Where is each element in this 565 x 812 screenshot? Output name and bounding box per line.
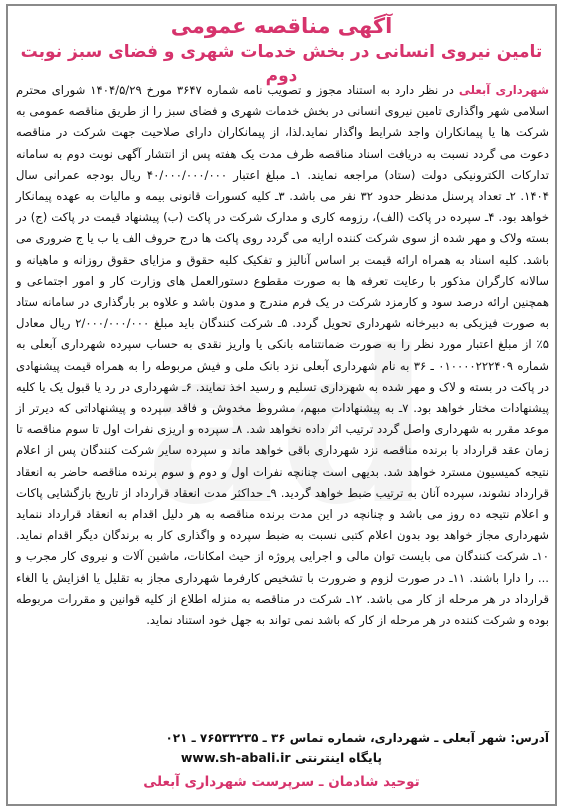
signature: توحید شادمان ـ سرپرست شهرداری آبعلی	[143, 774, 420, 790]
municipality-name: شهرداری آبعلی	[458, 83, 549, 97]
website-line	[8, 748, 555, 768]
notice-body	[16, 80, 549, 631]
notice-body-text: در نظر دارد به استناد مجوز و تصویب نامه شماره ۳۶۴۷ مورخ ۱۴۰۴/۵/۲۹ شورای محترم اسلامی شهر واگذاری تامین نیروی انسانی در بخش خدمات شهری و فضای سبز را از طریق مناقصه عمومی به شرکت ها یا پیمانکاران واجد شرایط واگذار نماید.لذا، از پیمانکاران دارای صلاحیت جهت شرکت در مناقصه دعوت می گردد نسبت به دریافت اسناد مناقصه ظرف مدت یک هفته پس از انتشار آگهی نوبت دوم به سامانه تدارکات الکترونیکی دولت (ستاد) مراجعه نمایند. ۱ـ مبلغ اعتبار ۴۰/۰۰۰/۰۰۰/۰۰۰ ریال بودجه عمرانی سال ۱۴۰۴. ۲ـ تعداد پرسنل مدنظر حدود ۳۲ نفر می باشد. ۳ـ کلیه کسورات قانونی بیمه و مالیات به عهده پیمانکار خواهد بود. ۴ـ سپرده در پاکت (الف)، رزومه کاری و مدارک شرکت در پاکت (ب) پیشنهاد قیمت در پاکت (ج) در بسته ولاک و مهر شده از سوی شرکت کننده ارایه می گردد روی پاکت ها درج حروف الف یا ب یا ج ضروری می باشد. کلیه اسناد به همراه ارائه قیمت بر اساس آنالیز و تفکیک کلیه حقوق و مزایای حقوق روزانه و ماهیانه و سالانه کارگران مذکور با رعایت تعرفه ها به صورت مقطوع دستورالعمل های وزارت کار و امور اجتماعی و همچنین ارائه درصد سود و کارمزد شرکت در یک فرم مندرج و مدون باشد و علاوه بر بارگذاری در سامانه ستاد به صورت فیزیکی به دبیرخانه شهرداری تحویل گردد. ۵ـ شرکت کنندگان باید مبلغ ۲/۰۰۰/۰۰۰/۰۰۰ ریال معادل ۵٪ از مبلغ اعتبار مورد نظر را به صورت ضمانتنامه بانکی یا واریز نقدی به حساب سپرده شهرداری آبعلی به شماره ۰۱۰۰۰۰۲۲۲۴۰۹ ـ ۳۶ به نام شهرداری آبعلی نزد بانک ملی و فیش مربوطه را به همراه قیمت پیشنهادی در پاکت در بسته و لاک و مهر شده به شهرداری تسلیم و رسید اخذ نمایند. ۶ـ شهرداری در رد یا قبول یک یا کلیه پیشنهادات مختار خواهد بود. ۷ـ به پیشنهادات مبهم، مشروط مخدوش و فاقد سپرده و پیشنهاداتی که دیرتر از موعد مقرر به شهرداری واصل گردد ترتیب اثر داده نخواهد شد. ۸ـ سپرده و اریزی نفرات اول تا سوم مناقصه تا زمان عقد قرارداد با برنده مناقصه نزد شهرداری باقی خواهد ماند و سپرده سایر شرکت کنندگان پس از اعلام نتیجه کمیسیون مسترد خواهد شد. بدیهی است چنانچه نفرات اول و دوم و سوم برنده مناقصه حاضر به انعقاد قرارداد نشوند، سپرده آنان به ترتیب ضبط خواهد گردید. ۹ـ حداکثر مدت انعقاد قرارداد از تاریخ بازگشایی پاکات و اعلام نتیجه ده روز می باشد و چنانچه در این مدت برنده مناقصه به هر دلیل اقدام به انعقاد قرارداد ننماید شهرداری مجاز خواهد بود بدون اعلام کتبی نسبت به ضبط سپرده و واگذاری کار به برندگان دیگر اقدام نماید. ۱۰ـ شرکت کنندگان می بایست توان مالی و اجرایی پروژه از حیث امکانات، ماشین آلات و نیروی کار مجرب و ... را دارا باشند. ۱۱ـ در صورت لزوم و ضرورت با تشخیص کارفرما شهرداری مجاز به تقلیل یا افزایش یا الغاء قرارداد در هر مرحله از کار می باشد. ۱۲ـ شرکت در مناقصه به منزله اطلاع از کلیه قوانین و مقررات مربوطه بوده و شرکت کننده در هر مرحله از کار که باشد نمی تواند به جهل خود استناد نماید.	[15, 83, 550, 628]
tender-notice	[6, 4, 557, 806]
notice-subtitle: تامین نیروی انسانی در بخش خدمات شهری و فضای سبز نوبت دوم	[20, 42, 543, 86]
website-url[interactable]: www.sh-abali.ir	[180, 750, 291, 765]
notice-title: آگهی مناقصه عمومی	[170, 14, 393, 38]
address-line: آدرس: شهر آبعلی ـ شهرداری، شماره تماس ۳۶ ـ ۷۶۵۳۳۲۳۵ ـ ۰۲۱	[165, 731, 549, 745]
website-label: پایگاه اینترنتی	[294, 750, 383, 765]
